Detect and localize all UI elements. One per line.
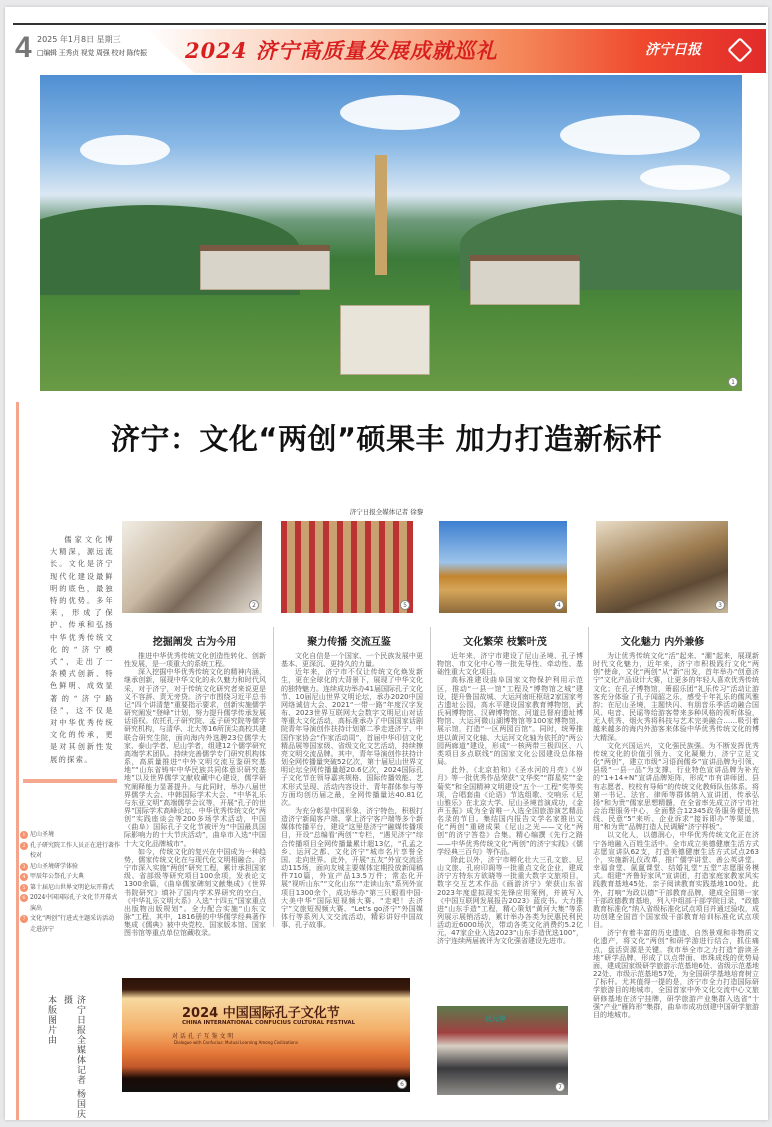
article-column: 推进中华优秀传统文化创造性转化、创新性发展，是一项重大的系统工程。 深入挖掘中华优秀传统文化的精神内涵，继承创新，展现中华文化的永久魅力和时代风采，对于济宁，对于传统文化研究者来说更是义不容辞、责无旁贷。济宁市围绕习近平总书记“四个讲清楚”重要指示要求，创新实施儒学研究阐发“登峰”计划，努力提升儒学传承发展话语权。依托孔子研究院、孟子研究院等儒学研究机构，与清华、北大等16所顶尖高校共建联合研究生院，面向海内外选聘23位儒学大家、泰山学者、尼山学者，组建12个儒学研究高端学术团队。持续完善儒学专门研究机构体系，高质量推进“中外文明交流互鉴研究基地”“山东省铸牢中华民族共同体意识研究基地”以及世界儒学文献收藏中心建设，儒学研究阐释能力显著提升。与此同时，举办八届世界儒学大会、中韩国际学术大会、“中华礼乐与东亚文明”高端儒学会议等，开展“孔子的世界”国际学术高峰论坛、中华优秀传统文化“两创”实践座谈会等200多场学术活动，中国（曲阜）国际孔子文化节被评为“中国最具国际影响力的十大节庆活动”，曲阜市入选“中国十大文化品牌城市”。 如今，传统文化的复兴在中国成为一种趋势，儒家传统文化在与现代化文明相融合。济宁市深入实施“两创”研究工程，累计承担国家级、省部级等研究项目100余项，发表论文1300余篇，《曲阜儒家碑刻文献集成》《世界书院研究》填补了国内学术界研究的空白，《中华礼乐文明大系》入选“十四五”国家重点出版物出版规划”。全力配合实施“山东文脉”工程，其中，1816册的中华儒学经典著作集成《儒典》被中央党校、国家版本馆、国家图书馆等重点单位馆藏收录。 (124, 652, 266, 938)
caption-number-icon: 5 (20, 884, 28, 892)
article-column: 文化自信是一个国家、一个民族发展中更基本、更深沉、更持久的力量。 近年来，济宁市不仅让传统文化焕发新生，更在全球化的大背景下，展现了中华文化的独特魅力。连续成功举办41届国际孔子文化节、10届尼山世界文明论坛，承办2020中国网络诚信大会、2021“一带一路”年度汉字发布、2023世界互联网大会数字文明尼山对话等重大文化活动，高标准承办了中国国家话剧院青年导演创作扶持计划第二季走进济宁、中国作家协会“作家活动周”，首届中华印信文化精品展等国家级、省级文化文艺活动，持续擦亮文明交流品牌。其中，青年导演创作扶持计划全网传播量突破52亿次，第十届尼山世界文明论坛全网传播量超20.6亿次，2024国际孔子文化节在领导嘉宾规格、国际传播效能、艺术形式呈现、活动内容设计、青年群体参与等方面均创历届之最，全网传播量达40.81亿次。 为充分彰显中国形象、济宁特色，积极打造济宁新闻客户端、掌上济宁客户端等多个新媒体传播平台，建设“这里是济宁”融媒传播项目，开设“总编看‘两创’”专栏，“遇见济宁”综合传播项目全网传播量累计超13亿，“孔孟之乡、运河之都、文化济宁”城市名片享誉全国、走向世界。此外，开展“五友”外宣交流活动115场，面向友城主要媒体定期投放新闻稿件710篇，外宣产品13.5万件；常态化开展“视听山东”“文化山东”“走读山东”系列外宣项目1300余个，成功举办“第三只眼看中国·大美中华”国际短视频大赛、“走吧！去济宁”文旅短视频大赛、“Let's go济宁”外国媒体行等系列人文交流活动，精彩讲好中国故事、孔子故事。 (281, 652, 423, 930)
festival-title: 2024 中国国际孔子文化节 (182, 1006, 340, 1021)
photo-world-civilizations-forum (281, 521, 413, 613)
photo-number-badge: 2 (249, 600, 259, 610)
caption-number-icon: 6 (20, 894, 28, 902)
photo-confucius-festival-show (122, 978, 410, 1092)
festival-subtitle: CHINA INTERNATIONAL CONFUCIUS CULTURAL FESTIVAL (182, 1020, 356, 1026)
caption-number-icon: 4 (20, 873, 28, 881)
headline: 济宁：文化“两创”硕果丰 加力打造新标杆 (110, 422, 663, 456)
photo-number-badge: 6 (397, 1079, 407, 1089)
hero-photo-nishan (40, 75, 742, 391)
caption-item: 4 甲辰年公祭孔子大典 (20, 872, 120, 883)
section-heading: 文化繁荣 枝繁叶茂 (463, 637, 547, 648)
photo-credit-line1: 本版图片由 (46, 995, 56, 1045)
festival-slogan-en: Dialogue with Confucius: Mutual Learning Among Civilizations (174, 1040, 298, 1045)
caption-item: 1 尼山圣境 (20, 830, 120, 841)
photo-number-badge: 3 (715, 600, 725, 610)
page-number: 4 (15, 31, 32, 64)
photo-number-badge: 4 (554, 600, 564, 610)
section-heading: 文化魅力 内外兼修 (620, 637, 705, 648)
photo-captions (20, 830, 120, 935)
intro-divider (23, 779, 117, 783)
intro-text: 儒家文化博大精深，源远流长。文化是济宁现代化建设最鲜明的底色，最独特的优势。多年来，形成了保护、传承和弘扬中华优秀传统文化的“济宁模式”，走出了一条模式创新、特色鲜明、成效显著的“济宁路径”，这不仅是对中华优秀传统文化的传承，更是对其创新性发展的探索。 (50, 535, 114, 764)
section-heading: 挖掘阐发 古为今用 (152, 637, 237, 648)
issue-date: 2025 年1月8日 星期三 (37, 35, 121, 44)
column-divider (430, 627, 431, 927)
photo-number-badge: 5 (400, 600, 410, 610)
caption-number-icon: 1 (20, 831, 28, 839)
section-heading: 聚力传播 交流互鉴 (307, 637, 391, 648)
article-column: 近年来，济宁市建设了尼山圣境、孔子博物馆、市文化中心等一批先导性、牵动性、基础性重大文化项目。 高标准建设曲阜国家文物保护利用示范区，推动“一县一馆”工程及“博物馆之城”建设，提升鲁国故城、大运河南旺枢纽2家国家考古遗址公园，高水平建设国家教育博物馆，武氏祠博物馆、汉碑博物馆、河道总督府遗址博物馆、大运河微山湖博物馆等100家博物馆、展示馆，打造“一区两园百馆”。同时，统筹推进以黄河文化轴、大运河文化轴为依托的“两公园两廊道”建设，形成“一核两带三极四区、八类项目多点联线”的国家文化公园建设总体格局。 此外，《北京拍和》《圣水河的月亮》《岁月》等一批优秀作品荣获“文华奖”“群星奖”“金菊奖”和全国精神文明建设“五个一工程”奖等奖项，合唱套曲《论语》节选组歌、交响乐《尼山雅乐》在北京大学、尼山圣境首演成功，《金声玉振》成为全省唯一入选全国旅游演艺精品名录的节目。集结国内报告文学名家推出文化“两创”重磅成果《尼山之光——文化“两创”的济宁答卷》合集。精心编撰《先行之路——中华优秀传统文化“两创”的济宁实践》《儒学经典三百句》等作品。 除此以外，济宁市孵化壮大三孔文旅、尼山文旅、孔府印阁等一批重点文化企业，建成济宁方特东方欲晓等一批重大数字文旅项目，数字交互艺术作品《画游济宁》荣获山东省2023年度虚拟现实先锋应用案例，并被写入《中国互联网发展报告2023》蓝皮书。大力推进“山东手造”工程，精心策划“黄河大集”等系列展示展销活动，累计举办各类为民惠民利民活动近6000场次，带动各类文化消费约5.2亿元，47家企业入选2023“山东手造优选100”，济宁连续两届被评为文化强省建设先进市。 (437, 652, 583, 946)
byline: 济宁日报全媒体记者 徐黎 (349, 508, 424, 516)
caption-item: 7 文化“两创”行进式主题采访活动走进济宁 (20, 914, 120, 935)
photo-credit-line2: 济宁日报全媒体记者 杨国庆 摄 (62, 995, 85, 1119)
caption-item: 5 第十届尼山世界文明论坛开幕式 (20, 883, 120, 894)
column-divider (273, 627, 274, 927)
column-divider (588, 627, 589, 927)
newspaper-logo: 济宁日报 (645, 42, 701, 58)
gate-sign: 状元亭 (485, 1015, 506, 1023)
caption-number-icon: 2 (20, 842, 28, 850)
photo-number-badge: 1 (728, 377, 738, 387)
caption-number-icon: 7 (20, 915, 28, 923)
festival-slogan: 对 话 孔 子 互 鉴 文 明 (172, 1033, 234, 1040)
photo-media-tour (437, 1006, 568, 1095)
article-column: 为让优秀传统文化“活”起来、“潮”起来，展现新时代文化魅力，近年来，济宁市积极践行文化“两创”使命，文化“两创”从“新”出发，首年举办“创意济宁”文化产品设计大赛，让更多的年轻人喜欢优秀传统文化；在孔子博物馆，箫韶乐团“礼乐传习”活动让游客充分体验了孔子闻韶之乐，感受千年礼乐的儒风雅韵；在尼山圣境，主题快闪、有朋音乐季活动融合国风、电音、民谣等给游客带来多种风格的视听体验，无人机秀、烟火秀将科技与艺术完美融合……吸引着越来越多的海内外游客来体验中华优秀传统文化的博大精深。 文化兴国运兴，文化强民族强。为不断发挥优秀传统文化的价值引领力、文化凝聚力，济宁立足文化“两创”，建立市级“习语润儒乡”宣讲品牌为引领、县级“一县一品”为支撑、行业特色宣讲品牌为补充的“1+14+N”宣讲品牌矩阵，形成“市有讲师团、县有志愿者、校校有导师”的传统文化教师队伍体系。将第一书记、法官、律师等群体纳入宣讲团，传承弘扬“和为贵”儒家思想精髓，在全省率先成立济宁市社会治理服务中心，全面整合12345政务服务便民热线、民意“5”来听、企业诉求“接诉即办”等渠道，用“和为贵”品牌打造人民调解“济宁样板”。 以文化人，以德润心，中华优秀传统文化正在济宁各地融入百姓生活中。全市成立美德健康生活方式志愿宣讲队62支，打造美德健康生活方式试点263个，实施新礼仪改革，推广儒学讲堂、善公英讲堂、幸福食堂、氤氲课堂、结婚礼堂“五堂”志愿服务模式。组建“齐鲁好家风”宣讲团，打造家庭家教家风实践教育基地45处、亲子阅读教育实践基地100处。此外，打响“为政以德”干部教育品牌，建成全国第一家干部政德教育基地，列入中组部干部学院目录，“政德教育标准化”纳入省级标准化试点项目并通过验收，成功创建全国首个国家级干部教育培训标准化试点项目。 济宁有着丰富的历史遗迹、自然景观和非物质文化遗产，将文化“两创”和研学游进行结合，抓住痛点，盘活资源是关键。我市举全市之力打造“游读圣地”研学品牌，形成了以点带面、串珠成线的优势局面，建成国家级研学旅游示范基地6处、省级示范基地22处、市级示范基地57处，为全国研学基地培育树立了标杆。尤其值得一提的是，济宁市全力打造国际研学旅游目的地城市，全国首家中外文化交流中心文旅研修基地在济宁挂牌，研学旅游产业集群入选省“十强”产业“雁阵形”集群，曲阜市成功创建中国研学旅游目的地城市。 (593, 652, 759, 1019)
photo-number-badge: 7 (555, 1082, 565, 1092)
top-rule (13, 23, 766, 25)
newspaper-page (5, 7, 768, 1120)
caption-item: 2 孔子研究院工作人员正在进行著作校对 (20, 841, 120, 862)
caption-item: 3 尼山圣境研学体验 (20, 862, 120, 873)
banner-title: 2024 济宁高质量发展成就巡礼 (185, 38, 498, 63)
photo-confucius-ceremony (439, 521, 567, 613)
editor-credits: □编辑 王秀贞 视觉 周强 校对 陈传振 (37, 49, 147, 57)
photo-study-tour (596, 521, 728, 613)
caption-item: 6 2024中国国际孔子文化节开幕式演出 (20, 893, 120, 914)
photo-research-institute (122, 521, 262, 613)
caption-number-icon: 3 (20, 863, 28, 871)
